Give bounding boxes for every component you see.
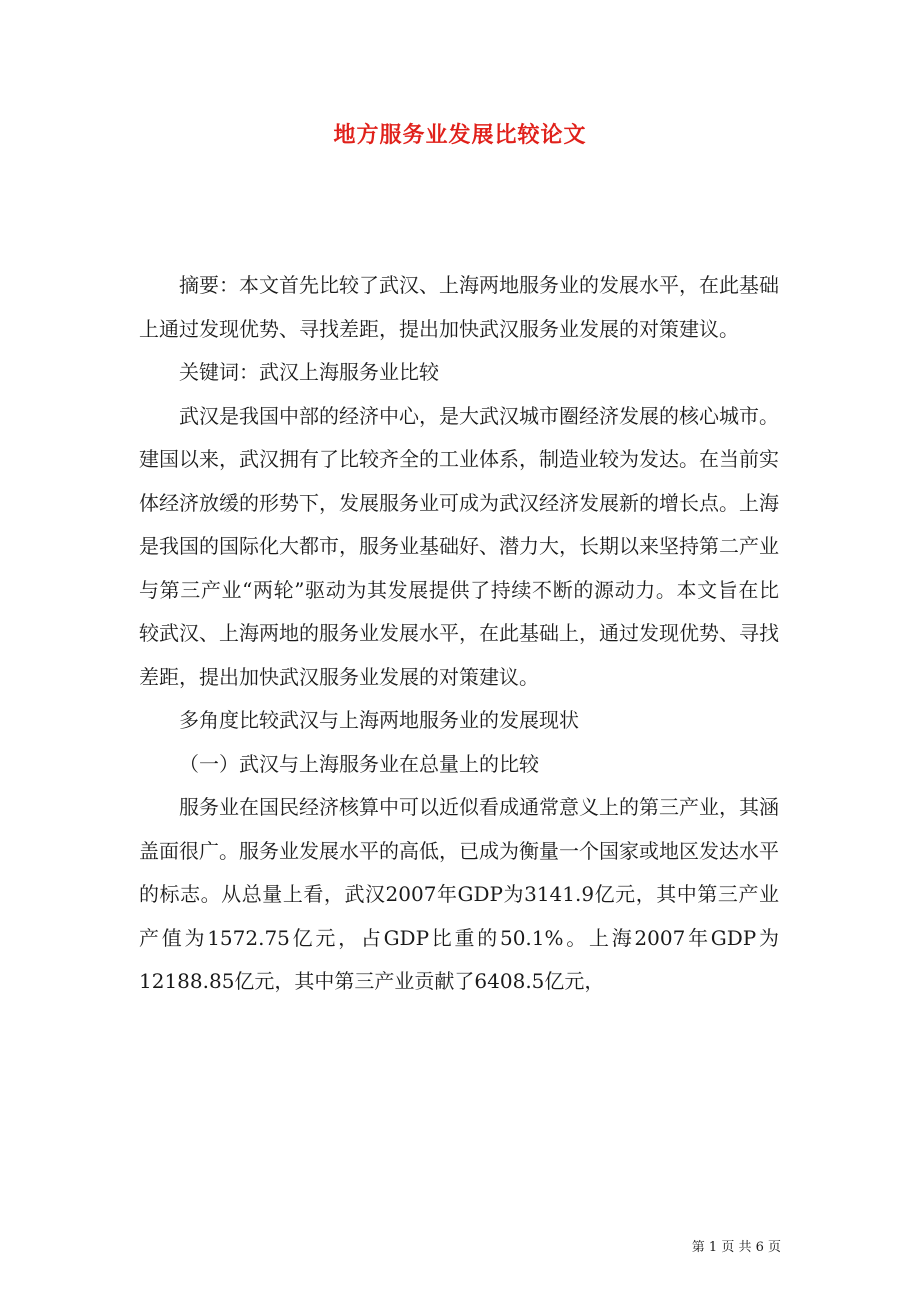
page-number-footer: 第 1 页 共 6 页 — [691, 1240, 781, 1255]
subsection-heading: （一）武汉与上海服务业在总量上的比较 — [179, 751, 539, 776]
document-body — [139, 264, 779, 1004]
keywords-paragraph: 关键词：武汉上海服务业比较 — [179, 360, 439, 384]
section-heading: 多角度比较武汉与上海两地服务业的发展现状 — [179, 708, 579, 732]
abstract-paragraph: 摘要：本文首先比较了武汉、上海两地服务业的发展水平，在此基础上通过发现优势、寻找差距，提出加快武汉服务业发展的对策建议。 — [139, 273, 779, 341]
document-title: 地方服务业发展比较论文 — [333, 122, 587, 148]
intro-paragraph: 武汉是我国中部的经济中心，是大武汉城市圈经济发展的核心城市。建国以来，武汉拥有了比较齐全的工业体系，制造业较为发达。在当前实体经济放缓的形势下，发展服务业可成为武汉经济发展新的增长点。上海是我国的国际化大都市，服务业基础好、潜力大，长期以来坚持第二产业与第三产业“两轮”驱动为其发展提供了持续不断的源动力。本文旨在比较武汉、上海两地的服务业发展水平，在此基础上，通过发现优势、寻找差距，提出加快武汉服务业发展的对策建议。 — [139, 403, 779, 689]
body-paragraph: 服务业在国民经济核算中可以近似看成通常意义上的第三产业，其涵盖面很广。服务业发展水平的高低，已成为衡量一个国家或地区发达水平的标志。从总量上看，武汉2007年GDP为3141.9亿元，其中第三产业产值为1572.75亿元，占GDP比重的50.1%。上海2007年GDP为12188.85亿元，其中第三产业贡献了6408.5亿元， — [139, 795, 779, 993]
